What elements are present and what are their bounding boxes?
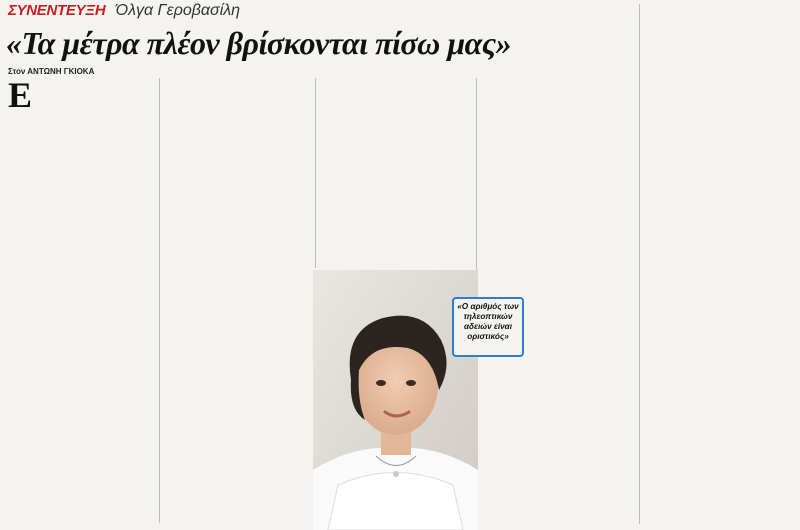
article-column-5 xyxy=(642,2,794,452)
pull-quote: «Ο αριθμός των τηλεοπτικών αδειών είναι οριστικός» xyxy=(452,297,524,357)
column-rule xyxy=(639,4,640,524)
column-rule xyxy=(159,78,160,523)
header-row xyxy=(8,2,240,24)
reporter-credit: Στον ΑΝΤΩΝΗ ΓΚΙΟΚΑ xyxy=(8,67,95,76)
section-kicker: ΣΥΝΕΝΤΕΥΞΗ xyxy=(8,2,106,19)
headline: «Τα μέτρα πλέον βρίσκονται πίσω μας» xyxy=(6,25,512,61)
interviewee-name: Όλγα Γεροβασίλη xyxy=(115,2,240,19)
article-column-1 xyxy=(8,78,156,528)
article-column-2 xyxy=(163,78,313,348)
column-rule xyxy=(315,78,316,268)
drop-cap: Ε xyxy=(8,78,33,115)
